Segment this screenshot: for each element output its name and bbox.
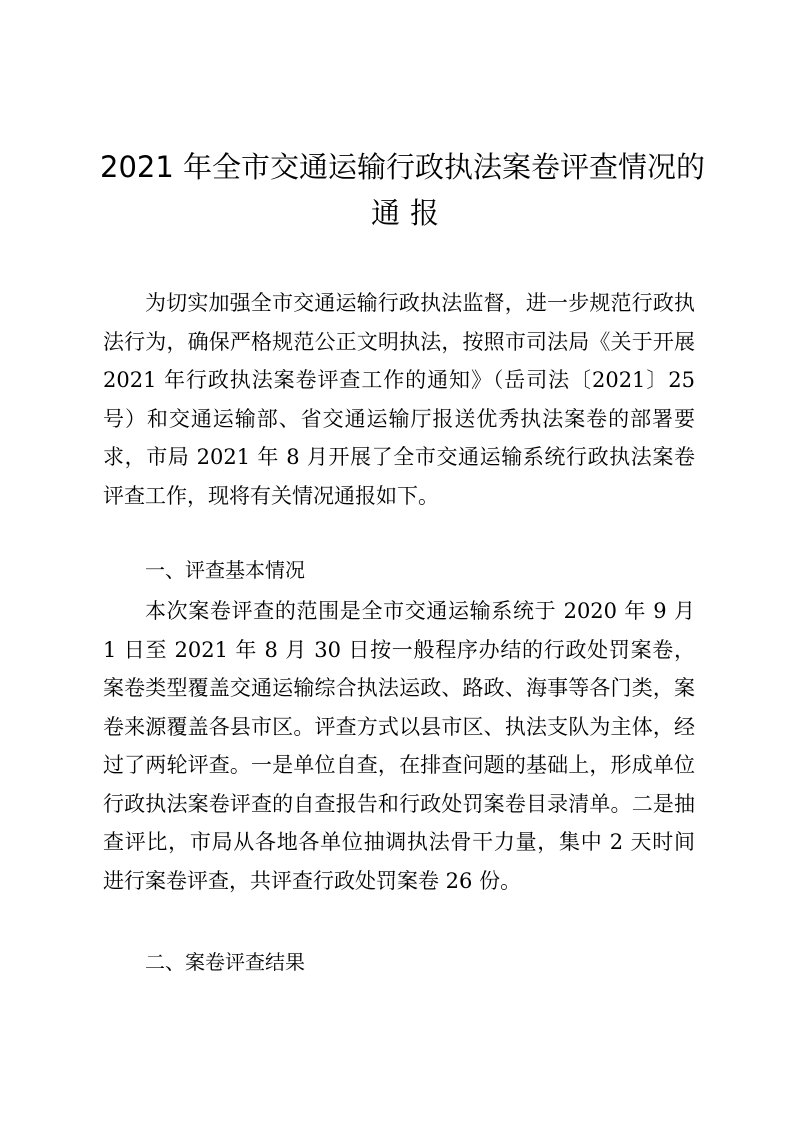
section-heading-basic-situation: 一、评查基本情况	[145, 558, 305, 582]
section-heading-review-results: 二、案卷评查结果	[145, 950, 305, 974]
section-paragraph-basic-situation: 本次案卷评查的范围是全市交通运输系统于 2020 年 9 月 1 日至 2021 年 8 月 30 日按一般程序办结的行政处罚案卷，案卷类型覆盖交通运输综合执法运政、路政、海事等各门类，案卷来源覆盖各县市区。评查方式以县市区、执法支队为主体，经过了两轮评查。一是单位自查，在排查问题的基础上，形成单位行政执法案卷评查的自查报告和行政处罚案卷目录清单。二是抽查评比，市局从各地各单位抽调执法骨干力量，集中 2 天时间进行案卷评查，共评查行政处罚案卷 26 份。	[103, 599, 695, 893]
intro-paragraph: 为切实加强全市交通运输行政执法监督，进一步规范行政执法行为，确保严格规范公正文明执法，按照市司法局《关于开展 2021 年行政执法案卷评查工作的通知》（岳司法〔2021〕25 号）和交通运输部、省交通运输厅报送优秀执法案卷的部署要求，市局 2021 年 8 月开展了全市交通运输系统行政执法案卷评查工作，现将有关情况通报如下。	[103, 291, 695, 508]
document-title-line-2: 通报	[370, 196, 449, 230]
document-title-line-1: 2021 年全市交通运输行政执法案卷评查情况的	[100, 150, 706, 184]
